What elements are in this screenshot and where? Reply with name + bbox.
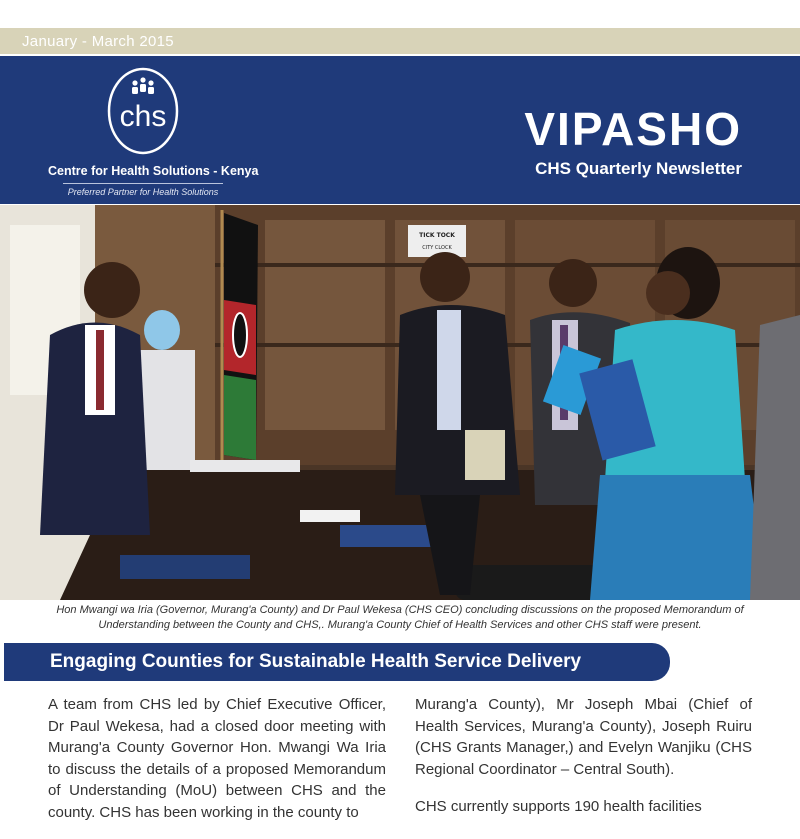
org-name: Centre for Health Solutions - Kenya [48, 164, 259, 178]
meeting-photo-illustration [0, 205, 800, 600]
chs-logo-icon [98, 66, 188, 158]
masthead [0, 56, 800, 204]
meeting-photo [0, 205, 800, 600]
logo-divider [63, 183, 223, 184]
photo-caption: Hon Mwangi wa Iria (Governor, Murang'a County) and Dr Paul Wekesa (CHS CEO) concluding discussions on the proposed Memorandum of Understanding between the County and CHS,. Murang'a County Chief of Health Services and other CHS staff were present. [56, 604, 744, 631]
article-paragraph: CHS currently supports 190 health facilities [415, 798, 702, 815]
newsletter-title: VIPASHO [524, 103, 742, 155]
article-headline-bar [4, 643, 670, 681]
org-tagline: Preferred Partner for Health Solutions [67, 187, 219, 197]
article-column-left [48, 694, 386, 839]
article-paragraph: A team from CHS led by Chief Executive Officer, Dr Paul Wekesa, had a closed door meeting with Murang'a County Governor Hon. Mwangi Wa Iria to discuss the details of a proposed Memorandum of Understanding (MoU) between CHS and the county. CHS has been working in the county to [48, 696, 386, 821]
article-paragraph: Murang'a County), Mr Joseph Mbai (Chief of Health Services, Murang'a County), Joseph Ruiru (CHS Grants Manager,) and Evelyn Wanjiku (CHS Regional Coordinator – Central South). [415, 696, 752, 778]
date-range: January - March 2015 [22, 33, 174, 50]
date-range-bar [0, 28, 800, 54]
svg-text:chs: chs [119, 100, 167, 133]
svg-text:CITY CLOCK: CITY CLOCK [422, 245, 452, 251]
chs-logo [48, 66, 259, 201]
article-headline: Engaging Counties for Sustainable Health Service Delivery [50, 651, 582, 672]
svg-text:TICK TOCK: TICK TOCK [419, 232, 455, 239]
newsletter-subtitle: CHS Quarterly Newsletter [535, 159, 742, 178]
article-column-right [415, 694, 752, 834]
